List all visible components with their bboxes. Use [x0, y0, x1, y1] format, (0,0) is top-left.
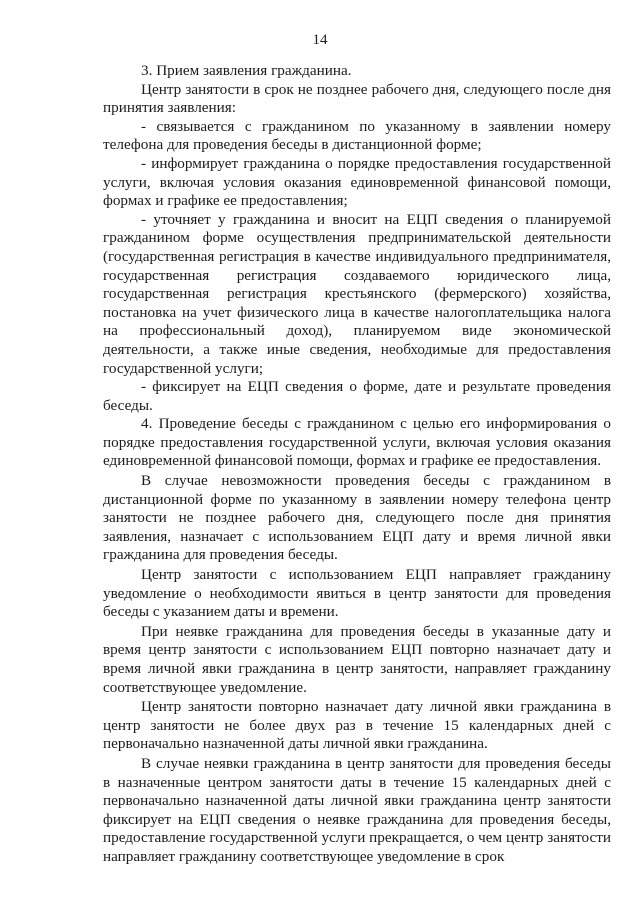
paragraph: Центр занятости повторно назначает дату личной явки гражданина в центр занятости не более двух раз в течение 15 календарных дней с первоначально назначенной даты личной явки гражданина.	[103, 698, 611, 753]
paragraph: 4. Проведение беседы с гражданином с целью его информирования о порядке предоставления государственной услуги, включая условия оказания единовременной финансовой помощи, формах и графике ее предоставления.	[103, 415, 611, 470]
paragraph: Центр занятости с использованием ЕЦП направляет гражданину уведомление о необходимости явиться в центр занятости для проведения беседы с указанием даты и времени.	[103, 566, 611, 621]
paragraph: При неявке гражданина для проведения беседы в указанные дату и время центр занятости с использованием ЕЦП повторно назначает дату и время личной явки гражданина в центр занятости, направляет гражданину соответствующее уведомление.	[103, 622, 611, 696]
page-number: 14	[312, 32, 328, 48]
paragraph: В случае неявки гражданина в центр занятости для проведения беседы в назначенные центром занятости даты в течение 15 календарных дней с первоначально назначенной даты личной явки гражданина центр занятости фиксирует на ЕЦП сведения о неявке гражданина для проведения беседы, предоставление государственной услуги прекращается, о чем центр занятости направляет гражданину соответствующее уведомление в срок	[103, 754, 611, 865]
paragraph: В случае невозможности проведения беседы с гражданином в дистанционной форме по указанному в заявлении номеру телефона центр занятости не позднее рабочего дня, следующего после дня принятия заявления, назначает с использованием ЕЦП дату и время личной явки гражданина для проведения беседы.	[103, 472, 611, 564]
document-body	[103, 62, 611, 867]
paragraph: Центр занятости в срок не позднее рабочего дня, следующего после дня принятия заявления:	[103, 80, 611, 117]
paragraph: 3. Прием заявления гражданина.	[141, 62, 352, 79]
paragraph: - уточняет у гражданина и вносит на ЕЦП сведения о планируемой гражданином форме осуществления предпринимательской деятельности (государственная регистрация в качестве индивидуального предпринимателя, государственная регистрация создаваемого юридического лица, государственная регистрация крестьянского (фермерского) хозяйства, постановка на учет физического лица в качестве налогоплательщика налога на профессиональный доход), планируемом виде экономической деятельности, а также иные сведения, необходимые для предоставления государственной услуги;	[103, 210, 611, 377]
paragraph: - фиксирует на ЕЦП сведения о форме, дате и результате проведения беседы.	[103, 378, 611, 414]
paragraph: - связывается с гражданином по указанному в заявлении номеру телефона для проведения беседы в дистанционной форме;	[103, 117, 611, 154]
paragraph: - информирует гражданина о порядке предоставления государственной услуги, включая условия оказания единовременной финансовой помощи, формах и графике ее предоставления;	[103, 154, 611, 210]
